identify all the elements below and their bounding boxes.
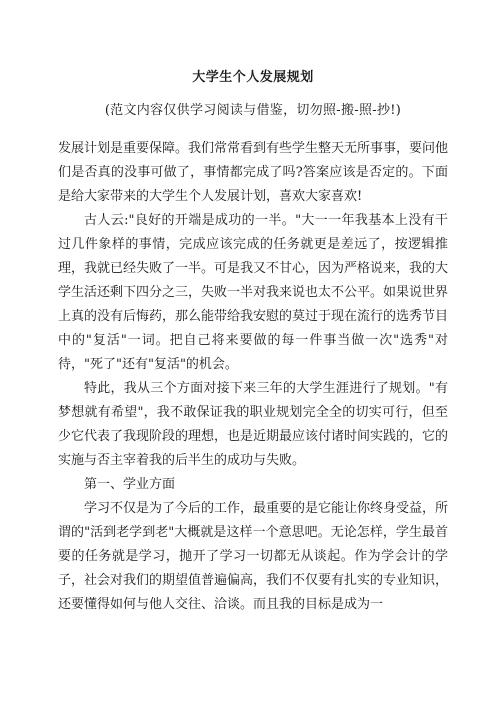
section-heading-academics: 第一、学业方面	[84, 477, 176, 492]
document-subtitle: (范文内容仅供学习阅读与借鉴，切勿照-搬-照-抄!)	[104, 103, 402, 118]
paragraph-academics: 学习不仅是为了今后的工作，最重要的是它能让你终身受益，所谓的"活到老学到老"大概就是这样一个意思吧。无论怎样，学生最首要的任务就是学习，抛开了学习一切都无从谈起。作为学会计的学子，社会对我们的期望值普遍偏高，我们不仅要有扎实的专业知识，还要懂得如何与他人交往、洽谈。而且我的目标是成为一	[58, 501, 449, 612]
paragraph-intro: 发展计划是重要保障。我们常常看到有些学生整天无所事事，要问他们是否真的没事可做了，事情都完成了吗?答案应该是否定的。下面是给大家带来的大学生个人发展计划，喜欢大家喜欢!	[58, 141, 449, 204]
paragraph-ancient-saying: 古人云:"良好的开端是成功的一半。"大一一年我基本上没有干过几件象样的事情，完成应该完成的任务就更是差远了，按逻辑推理，我就已经失败了一半。可是我又不甘心，因为严格说来，我的大学生活还剩下四分之三，失败一半对我来说也太不公平。如果说世界上真的没有后悔药，那么能带给我安慰的莫过于现在流行的选秀节目中的"复活"一词。把自己将来要做的每一件事当做一次"选秀"对待，"死了"还有"复活"的机会。	[58, 213, 449, 372]
document-title: 大学生个人发展规划	[192, 70, 314, 85]
paragraph-planning: 特此，我从三个方面对接下来三年的大学生涯进行了规划。"有梦想就有希望"，我不敢保证我的职业规划完全全的切实可行，但至少它代表了我现阶段的理想，也是近期最应该付诸时间实践的，它的实施与否主宰着我的后半生的成功与失败。	[58, 381, 449, 468]
